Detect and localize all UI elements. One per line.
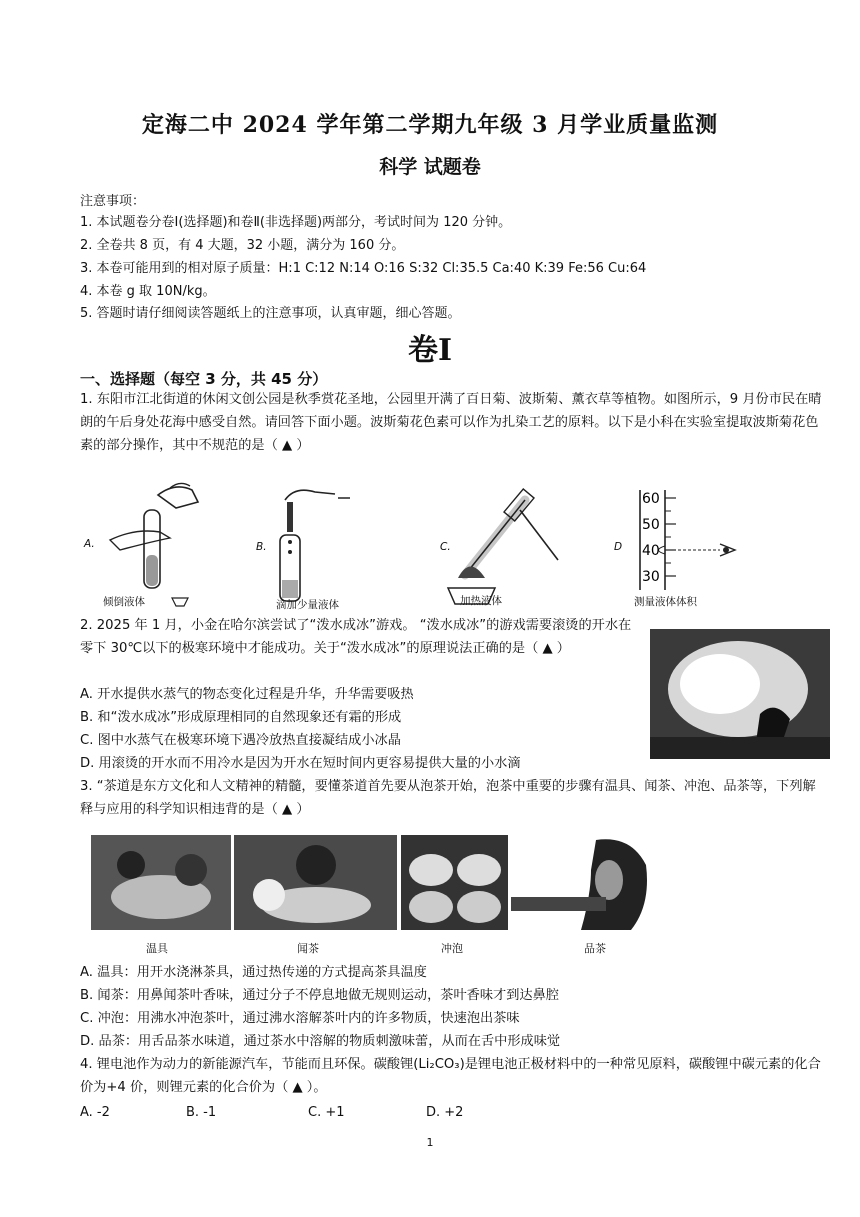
q2-option: D. 用滚烫的开水而不用冷水是因为开水在短时间内更容易提供大量的小水滴 — [80, 756, 521, 771]
note-item: 5. 答题时请仔细阅读答题纸上的注意事项，认真审题，细心答题。 — [80, 306, 461, 321]
exam-subtitle: 科学 试题卷 — [379, 156, 481, 178]
photo-caption: 冲泡 — [441, 942, 463, 955]
scale-label: 30 — [642, 569, 660, 585]
question-1-text: 1. 东阳市江北街道的休闲文创公园是秋季赏花圣地，公园里开满了百日菊、波斯菊、薰衣草等植物。如图所示，9 月份市民在晴朗的午后身处花海中感受自然。请回答下面小题。波斯菊花色素可以作为扎染工艺的原料。以下是小科在实验室提取波斯菊花色素的部分操作，其中不规范的是（ ▲ ） — [80, 392, 822, 453]
photo-caption: 闻茶 — [297, 942, 319, 955]
photo-caption: 品茶 — [584, 942, 606, 955]
question-4-text: 4. 锂电池作为动力的新能源汽车，节能而且环保。碳酸锂(Li₂CO₃)是锂电池正极材料中的一种常见原料，碳酸锂中碳元素的化合价为+4 价，则锂元素的化合价为（ ▲ ）。 — [80, 1057, 821, 1095]
q3-option: B. 闻茶：用鼻闻茶叶香味，通过分子不停息地做无规则运动，茶叶香味才到达鼻腔 — [80, 988, 559, 1003]
note-item: 2. 全卷共 8 页，有 4 大题，32 小题，满分为 160 分。 — [80, 238, 405, 253]
q2-option: C. 图中水蒸气在极寒环境下遇冷放热直接凝结成小冰晶 — [80, 733, 401, 748]
exam-title: 定海二中 2024 学年第二学期九年级 3 月学业质量监测 — [141, 112, 719, 138]
figure-caption: 滴加少量液体 — [276, 599, 339, 611]
q4-option: D. +2 — [426, 1105, 464, 1120]
option-letter: B. — [256, 541, 267, 553]
warm-utensils-photo — [91, 835, 231, 930]
figure-a-pouring — [110, 483, 198, 606]
question-1-figures — [80, 480, 840, 610]
question-2-text: 2. 2025 年 1 月，小金在哈尔滨尝试了“泼水成冰”游戏。 “泼水成冰”的游戏需要滚烫的开水在零下 30℃以下的极寒环境中才能成功。关于“泼水成冰”的原理说法正确的是（ ▲ ） — [80, 618, 632, 656]
scale-label: 50 — [642, 517, 660, 533]
figure-caption: 加热液体 — [460, 595, 502, 607]
q3-option: D. 品茶：用舌品茶水味道，通过茶水中溶解的物质刺激味蕾，从而在舌中形成味觉 — [80, 1034, 561, 1049]
scale-label: 40 — [642, 543, 660, 559]
question-3-text: 3. “茶道是东方文化和人文精神的精髓，要懂茶道首先要从泡茶开始，泡茶中重要的步骤有温具、闻茶、冲泡、品茶等，下列解释与应用的科学知识相违背的是（ ▲ ） — [80, 779, 816, 817]
figure-caption: 测量液体体积 — [634, 596, 697, 608]
note-item: 4. 本卷 g 取 10N/kg。 — [80, 284, 216, 299]
part-heading: 一、选择题（每空 3 分，共 45 分） — [80, 370, 328, 388]
q3-option: C. 冲泡：用沸水冲泡茶叶，通过沸水溶解茶叶内的许多物质，快速泡出茶味 — [80, 1011, 520, 1026]
q4-option: C. +1 — [308, 1105, 345, 1120]
option-letter: D — [614, 541, 623, 553]
q4-option: B. -1 — [186, 1105, 217, 1120]
option-letter: A. — [84, 538, 95, 550]
note-item: 3. 本卷可能用到的相对原子质量：H:1 C:12 N:14 O:16 S:32 Cl:35.5 Ca:40 K:39 Fe:56 Cu:64 — [80, 261, 647, 276]
q4-option: A. -2 — [80, 1105, 110, 1120]
figure-d-measuring — [640, 490, 735, 590]
figure-caption: 倾倒液体 — [103, 596, 145, 608]
scale-label: 60 — [642, 491, 660, 507]
page-number: 1 — [426, 1136, 434, 1149]
notes-heading: 注意事项： — [80, 194, 146, 209]
note-item: 1. 本试题卷分卷Ⅰ(选择题)和卷Ⅱ(非选择题)两部分，考试时间为 120 分钟。 — [80, 215, 512, 230]
taste-tea-photo — [511, 835, 681, 930]
q2-option: B. 和“泼水成冰”形成原理相同的自然现象还有霜的形成 — [80, 710, 402, 725]
section-title: 卷Ⅰ — [407, 333, 453, 368]
figure-c-heating — [448, 489, 558, 604]
smell-tea-photo — [234, 835, 397, 930]
brew-tea-photo — [401, 835, 508, 930]
q2-option: A. 开水提供水蒸气的物态变化过程是升华，升华需要吸热 — [80, 687, 414, 702]
option-letter: C. — [440, 541, 451, 553]
q3-option: A. 温具：用开水浇淋茶具，通过热传递的方式提高茶具温度 — [80, 965, 427, 980]
figure-b-dropper — [280, 490, 350, 601]
photo-caption: 温具 — [146, 942, 168, 955]
